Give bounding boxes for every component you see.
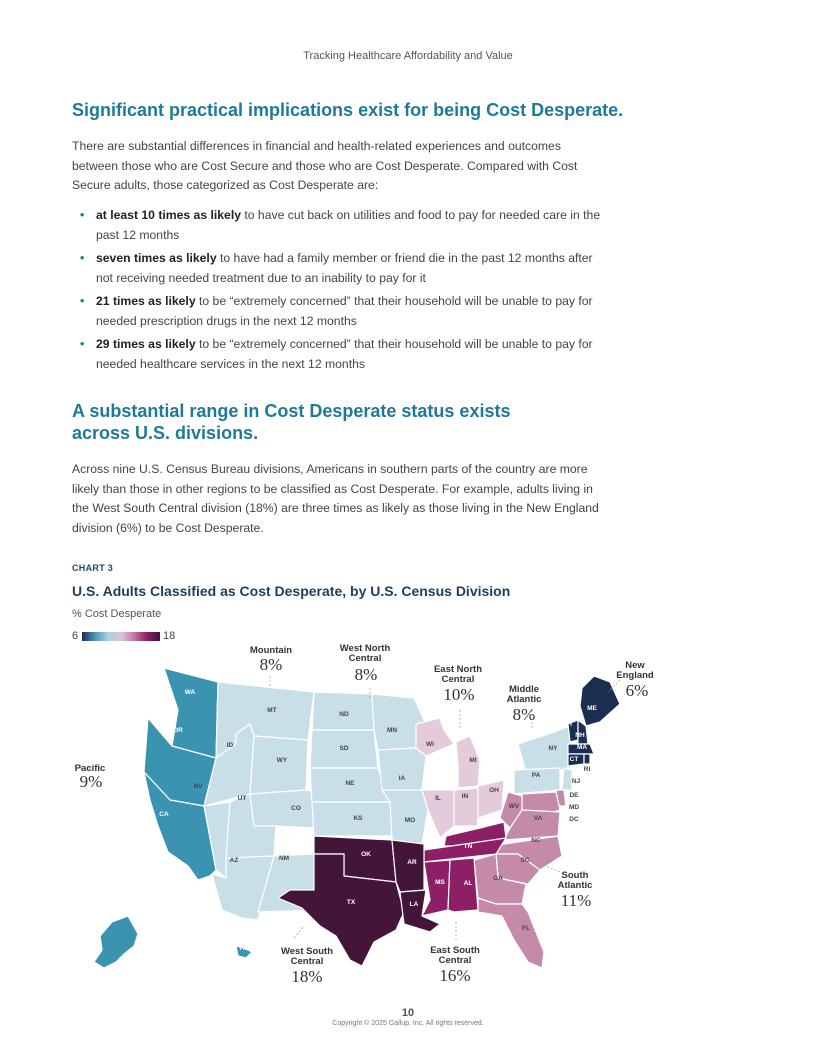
state-label-ma: MA xyxy=(576,744,588,751)
bullet-bold-text: at least 10 times as likely xyxy=(96,208,241,222)
region-west-north-central xyxy=(312,802,392,836)
region-middle-atlantic xyxy=(518,726,572,772)
bullet-item xyxy=(72,335,612,374)
state-label-nd: ND xyxy=(339,711,349,718)
state-label-oh: OH xyxy=(489,787,499,794)
state-label-nv: NV xyxy=(193,783,203,790)
division-label-pacific: Pacific xyxy=(74,763,106,774)
division-label-west-south-central: West South Central xyxy=(280,946,334,967)
division-value-east-south-central: 16% xyxy=(439,966,471,985)
state-label-sc: SC xyxy=(520,857,530,864)
state-label-ct: CT xyxy=(569,756,579,763)
region-east-north-central xyxy=(416,718,454,756)
division-label-west-north-central: West North Central xyxy=(339,643,391,664)
state-label-nc: NC xyxy=(531,837,541,844)
division-value-west-north-central: 8% xyxy=(354,665,378,684)
us-division-map xyxy=(60,640,680,1000)
page-number: 10 xyxy=(401,1007,415,1019)
division-label-mountain: Mountain xyxy=(249,645,293,656)
state-label-de: DE xyxy=(569,792,579,799)
state-label-me: ME xyxy=(587,705,597,712)
region-east-south-central xyxy=(422,860,450,916)
state-label-ms: MS xyxy=(435,879,445,886)
division-value-south-atlantic: 11% xyxy=(560,891,592,910)
state-label-ky: KY xyxy=(476,820,486,827)
state-label-nh: NH xyxy=(575,732,585,739)
bullet-text: to be “extremely concerned” that their household will be unable to pay for needed healthcare services in the next 12 months xyxy=(96,337,593,371)
division-value-pacific: 9% xyxy=(79,772,103,791)
bullet-bold-text: 29 times as likely xyxy=(96,337,196,351)
bullet-text: to be “extremely concerned” that their household will be unable to pay for needed prescription drugs in the next 12 months xyxy=(96,294,593,328)
state-label-in: IN xyxy=(461,793,469,800)
state-label-sd: SD xyxy=(339,745,349,752)
region-pacific xyxy=(94,916,138,968)
chart-label: CHART 3 xyxy=(72,563,114,573)
division-value-east-north-central: 10% xyxy=(443,685,475,704)
region-pacific xyxy=(164,668,218,758)
state-label-hi: HI xyxy=(239,945,247,952)
likelihood-bullet-list xyxy=(72,206,612,378)
division-label-east-south-central: East South Central xyxy=(430,945,480,966)
division-value-middle-atlantic: 8% xyxy=(512,705,536,724)
state-label-id: ID xyxy=(226,742,234,749)
region-east-north-central xyxy=(478,780,504,818)
region-new-england xyxy=(584,754,590,764)
state-label-vt: VT xyxy=(564,721,574,728)
bullet-dot-icon: • xyxy=(80,251,85,265)
state-label-al: AL xyxy=(463,880,473,887)
region-middle-atlantic xyxy=(562,768,572,790)
state-label-or: OR xyxy=(173,727,183,734)
section-heading-practical-implications: Significant practical implications exist for being Cost Desperate. xyxy=(72,100,624,120)
state-label-ga: GA xyxy=(493,875,503,882)
state-label-va: VA xyxy=(533,815,543,822)
state-label-ri: RI xyxy=(583,766,591,773)
division-value-mountain: 8% xyxy=(259,655,283,674)
state-label-md: MD xyxy=(568,804,580,811)
state-label-nj: NJ xyxy=(571,778,581,785)
state-label-pa: PA xyxy=(531,772,541,779)
state-label-wa: WA xyxy=(184,689,196,696)
copyright-notice: Copyright © 2025 Gallup, Inc. All rights reserved. xyxy=(332,1020,484,1027)
section-heading-range: A substantial range in Cost Desperate status exists across U.S. divisions. xyxy=(72,401,511,443)
division-paragraph: Across nine U.S. Census Bureau divisions, Americans in southern parts of the country are more likely than those in other regions to be classified as Cost Desperate. For example, adults living in the West South Central division (18%) are three times as likely as those living in the New England division (6%) to be Cost Desperate. xyxy=(72,462,599,535)
running-header: Tracking Healthcare Affordability and Value xyxy=(303,50,513,62)
state-label-fl: FL xyxy=(522,925,530,932)
state-label-ca: CA xyxy=(159,811,169,818)
region-mountain xyxy=(250,736,308,794)
bullet-dot-icon: • xyxy=(80,337,85,351)
state-label-dc: DC xyxy=(569,816,579,823)
division-value-west-south-central: 18% xyxy=(291,967,323,986)
division-label-east-north-central: East North Central xyxy=(433,664,483,685)
region-west-north-central xyxy=(378,748,426,790)
state-label-wv: WV xyxy=(508,803,520,810)
division-label-new-england: New England xyxy=(616,660,654,681)
state-label-ar: AR xyxy=(407,859,417,866)
bullet-bold-text: 21 times as likely xyxy=(96,294,196,308)
state-label-ks: KS xyxy=(353,815,363,822)
division-value-new-england: 6% xyxy=(625,681,649,700)
chart-title: U.S. Adults Classified as Cost Desperate, by U.S. Census Division xyxy=(72,583,511,599)
bullet-bold-text: seven times as likely xyxy=(96,251,217,265)
state-label-ut: UT xyxy=(237,795,247,802)
bullet-dot-icon: • xyxy=(80,294,85,308)
state-label-tn: TN xyxy=(463,843,473,850)
leader-line xyxy=(294,926,304,938)
state-label-ia: IA xyxy=(398,775,406,782)
state-label-il: IL xyxy=(435,795,441,802)
region-new-england xyxy=(580,676,620,726)
region-mountain xyxy=(250,790,316,828)
bullet-item xyxy=(72,206,612,245)
division-label-south-atlantic: South Atlantic xyxy=(557,870,593,891)
bullet-item xyxy=(72,249,612,288)
intro-paragraph: There are substantial differences in financial and health-related experiences and outcomes between those who are Cost Secure and those who are Cost Desperate. Compared with Cost Secure adults, those categorized as Cost Desperate are: xyxy=(72,139,578,192)
bullet-dot-icon: • xyxy=(80,208,85,222)
state-label-tx: TX xyxy=(346,899,356,906)
bullet-text: to have had a family member or friend die in the past 12 months after not receiving needed treatment due to an inability to pay for it xyxy=(96,251,593,285)
state-label-wy: WY xyxy=(276,757,288,764)
state-label-la: LA xyxy=(409,901,419,908)
state-label-nm: NM xyxy=(278,855,290,862)
state-label-ak: AK xyxy=(130,905,140,912)
chart-measure-label: % Cost Desperate xyxy=(72,608,162,620)
state-label-az: AZ xyxy=(229,857,239,864)
state-label-mt: MT xyxy=(267,707,277,714)
state-label-ny: NY xyxy=(548,745,558,752)
state-label-ok: OK xyxy=(361,851,371,858)
state-label-co: CO xyxy=(291,805,301,812)
region-south-atlantic xyxy=(478,898,544,968)
state-label-mo: MO xyxy=(404,817,416,824)
bullet-text: to have cut back on utilities and food to pay for needed care in the past 12 months xyxy=(96,208,601,242)
state-label-wi: WI xyxy=(426,741,434,748)
state-label-ne: NE xyxy=(345,780,355,787)
legend-min-label: 6 xyxy=(72,630,79,642)
division-label-middle-atlantic: Middle Atlantic xyxy=(506,684,542,705)
legend-max-label: 18 xyxy=(163,630,176,642)
state-label-mi: MI xyxy=(469,757,477,764)
bullet-item xyxy=(72,292,612,331)
region-west-south-central xyxy=(392,840,424,892)
state-label-mn: MN xyxy=(386,727,398,734)
